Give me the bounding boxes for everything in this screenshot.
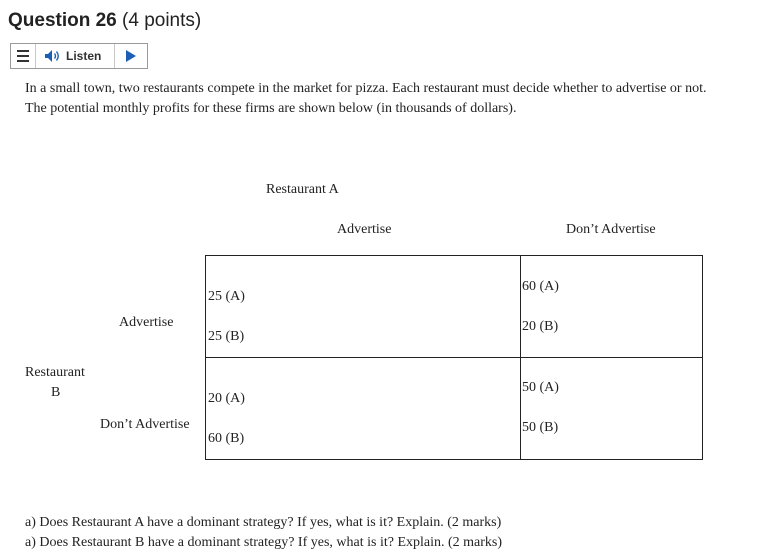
payoff-da-restaurant-b: 60 (B) xyxy=(208,431,245,446)
payoff-aa-restaurant-b: 25 (B) xyxy=(208,329,245,344)
intro-paragraph: In a small town, two restaurants compete in the market for pizza. Each restaurant must decide whether to advertise or not. The potential monthly profits for these firms are shown below (in thousands of dollars). xyxy=(25,81,707,116)
col-label-dont-advertise: Don’t Advertise xyxy=(566,222,656,237)
player-a-label: Restaurant A xyxy=(266,182,339,197)
question-title xyxy=(8,10,201,32)
payoff-matrix xyxy=(205,255,703,460)
payoff-dd-restaurant-a: 50 (A) xyxy=(522,380,559,395)
payoff-da-restaurant-a: 20 (A) xyxy=(208,391,245,406)
matrix-divider-horizontal xyxy=(206,357,702,358)
question-points: (4 points) xyxy=(122,10,202,31)
payoff-dd-restaurant-b: 50 (B) xyxy=(522,420,559,435)
payoff-ad-restaurant-a: 60 (A) xyxy=(522,279,559,294)
speaker-icon xyxy=(44,49,62,63)
payoff-aa-restaurant-a: 25 (A) xyxy=(208,289,245,304)
row-label-advertise: Advertise xyxy=(119,315,174,330)
sub-questions xyxy=(25,513,502,553)
player-b-label-line2: B xyxy=(51,385,61,400)
question-number: Question 26 xyxy=(8,10,117,31)
listen-toolbar xyxy=(10,43,148,69)
sub-question-b: a) Does Restaurant B have a dominant strategy? If yes, what is it? Explain. (2 marks) xyxy=(25,535,503,550)
payoff-ad-restaurant-b: 20 (B) xyxy=(522,319,559,334)
col-label-advertise: Advertise xyxy=(337,222,392,237)
menu-icon[interactable] xyxy=(11,44,35,68)
listen-button[interactable] xyxy=(35,44,115,68)
listen-label: Listen xyxy=(66,49,102,63)
play-icon xyxy=(125,50,137,62)
player-b-label-line1: Restaurant xyxy=(25,365,85,380)
play-button[interactable] xyxy=(115,44,147,68)
row-label-dont-advertise: Don’t Advertise xyxy=(100,417,190,432)
sub-question-a: a) Does Restaurant A have a dominant strategy? If yes, what is it? Explain. (2 marks) xyxy=(25,515,502,530)
